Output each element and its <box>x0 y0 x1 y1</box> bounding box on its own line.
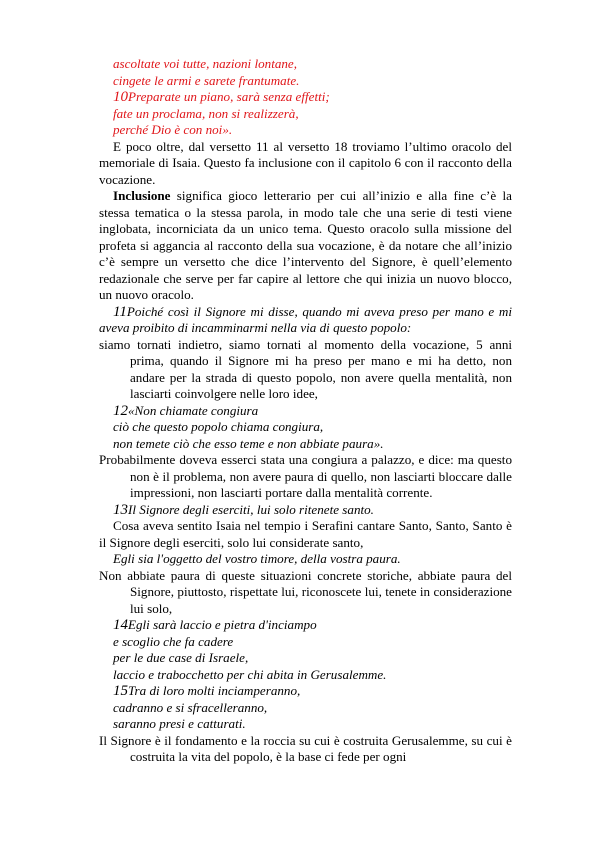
verse-line: laccio e trabocchetto per chi abita in Gerusalemme. <box>113 666 387 682</box>
verse-line: per le due case di Israele, <box>113 650 249 665</box>
verse-line: Egli sia l'oggetto del vostro timore, della vostra paura. <box>113 551 401 566</box>
paragraph: E poco oltre, dal versetto 11 al versetto 18 troviamo l’ultimo oracolo del memoriale di Isaia. Questo fa inclusione con il capitolo 6 con il racconto della vocazione. <box>99 138 512 187</box>
verse-line: ciò che questo popolo chiama congiura, <box>113 419 324 434</box>
paragraph: Inclusione significa gioco letterario per cui all’inizio e alla fine c’è la stessa tematica o la stessa parola, in modo tale che una serie di testi viene inglobata, incorniciata da un unico tema. Questo oracolo sulla missione del profeta si aggancia al racconto della sua vocazione, è da notare che all’inizio c’è sempre un versetto che dice l’intervento del Signore, è quell’elemento redazionale che serve per far capire al lettore che qui inizia un nuovo blocco, un nuovo oracolo. <box>99 188 512 302</box>
commentary-paragraph: Probabilmente doveva esserci stata una congiura a palazzo, e dice: ma questo non è il problema, non avere paura di quello, non lasciarti bloccare dalle impressioni, non lasciarti portare dalla mentalità corrente. <box>99 452 512 500</box>
verse-line: e scoglio che fa cadere <box>113 633 234 649</box>
commentary-paragraph: Il Signore è il fondamento e la roccia su cui è costruita Gerusalemme, su cui è costruita la vita del popolo, è la base ci fede per ogni <box>99 732 512 764</box>
commentary-paragraph: Non abbiate paura di queste situazioni concrete storiche, abbiate paura del Signore, piuttosto, rispettate lui, riconoscete lui, tenete in considerazione lui solo, <box>99 567 512 616</box>
verse-line: 15Tra di loro molti inciamperanno, <box>113 683 301 699</box>
verse-line: cingete le armi e sarete frantumate. <box>113 72 300 88</box>
verse-line: cadranno e si sfracelleranno, <box>113 699 268 715</box>
verse-line: fate un proclama, non si realizzerà, <box>113 105 299 121</box>
verse-line: 14Egli sarà laccio e pietra d'inciampo <box>113 617 317 633</box>
verse-line: non temete ciò che esso teme e non abbiate paura». <box>113 435 384 451</box>
verse-line: perché Dio è con noi». <box>113 122 233 137</box>
verse-line: 13Il Signore degli eserciti, lui solo ritenete santo. <box>113 501 374 518</box>
verse-line: saranno presi e catturati. <box>113 716 246 731</box>
paragraph: Cosa aveva sentito Isaia nel tempio i Serafini cantare Santo, Santo, Santo è il Signore degli eserciti, solo lui considerate santo, <box>99 518 512 550</box>
document-page <box>99 56 512 766</box>
bold-term: Inclusione <box>113 188 171 203</box>
verse-line: 10Preparate un piano, sarà senza effetti; <box>113 89 330 105</box>
verse-line: 12«Non chiamate congiura <box>113 402 259 419</box>
verse-line: ascoltate voi tutte, nazioni lontane, <box>113 56 298 71</box>
commentary-paragraph: siamo tornati indietro, siamo tornati al momento della vocazione, 5 anni prima, quando il Signore mi ha preso per mano e mi ha detto, non andare per la strada di questo popolo, non avere quella mentalità, non lasciarti coinvolgere nelle loro idee, <box>99 336 512 401</box>
verse-quote: 11Poiché così il Signore mi disse, quando mi aveva preso per mano e mi aveva proibito di incamminarmi nella via di questo popolo: <box>99 303 512 335</box>
